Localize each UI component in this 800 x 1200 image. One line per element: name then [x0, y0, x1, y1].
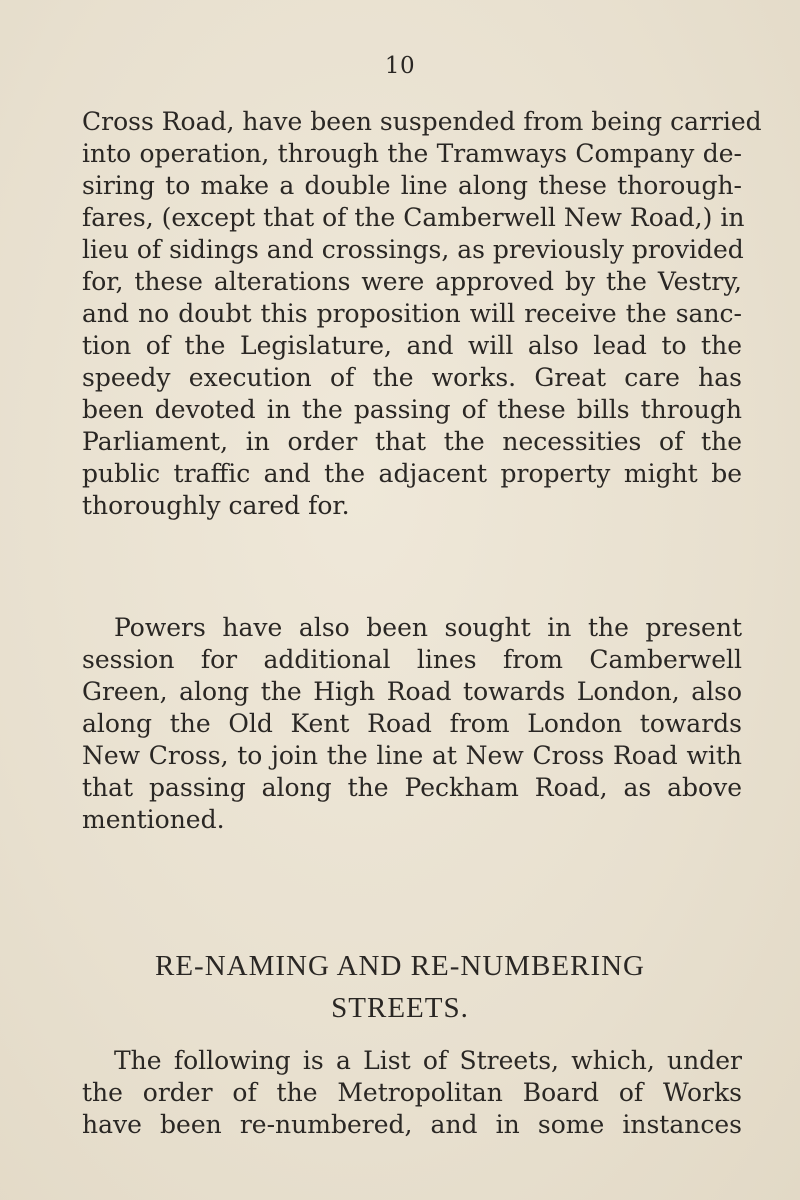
text-line: along the Old Kent Road from London towards	[82, 709, 742, 738]
text-line: lieu of sidings and crossings, as previously provided	[82, 235, 744, 264]
text-line: been devoted in the passing of these bills through	[82, 395, 742, 424]
text-line: fares, (except that of the Camberwell New Road,) in	[82, 203, 745, 232]
text-line: speedy execution of the works. Great care has	[82, 363, 742, 392]
text-line: session for additional lines from Camberwell	[82, 645, 742, 674]
page-number: 10	[384, 53, 416, 79]
paragraph-list-intro	[82, 1045, 742, 1141]
text-line: and no doubt this proposition will receive the sanc-	[82, 299, 742, 328]
text-line: Powers have also been sought in the present	[114, 613, 742, 642]
text-line: thoroughly cared for.	[82, 491, 350, 520]
text-line: for, these alterations were approved by the Vestry,	[82, 267, 742, 296]
heading-line: RE-NAMING AND RE-NUMBERING	[155, 950, 645, 982]
text-line: Parliament, in order that the necessities of the	[82, 427, 742, 456]
text-line: public traffic and the adjacent property might be	[82, 459, 742, 488]
section-heading	[0, 945, 800, 1029]
text-line: New Cross, to join the line at New Cross Road with	[82, 741, 742, 770]
text-line: into operation, through the Tramways Company de-	[82, 139, 742, 168]
heading-line: STREETS.	[331, 992, 469, 1024]
text-line: have been re-numbered, and in some instances	[82, 1110, 742, 1139]
paragraph-powers	[82, 612, 742, 836]
text-line: The following is a List of Streets, which, under	[114, 1046, 742, 1075]
text-line: the order of the Metropolitan Board of Works	[82, 1078, 742, 1107]
paragraph-tramways	[82, 106, 762, 522]
text-line: Cross Road, have been suspended from being carried	[82, 107, 762, 136]
text-line: siring to make a double line along these thorough-	[82, 171, 742, 200]
text-line: mentioned.	[82, 805, 225, 834]
text-line: tion of the Legislature, and will also lead to the	[82, 331, 742, 360]
text-line: Green, along the High Road towards London, also	[82, 677, 742, 706]
text-line: that passing along the Peckham Road, as above	[82, 773, 742, 802]
